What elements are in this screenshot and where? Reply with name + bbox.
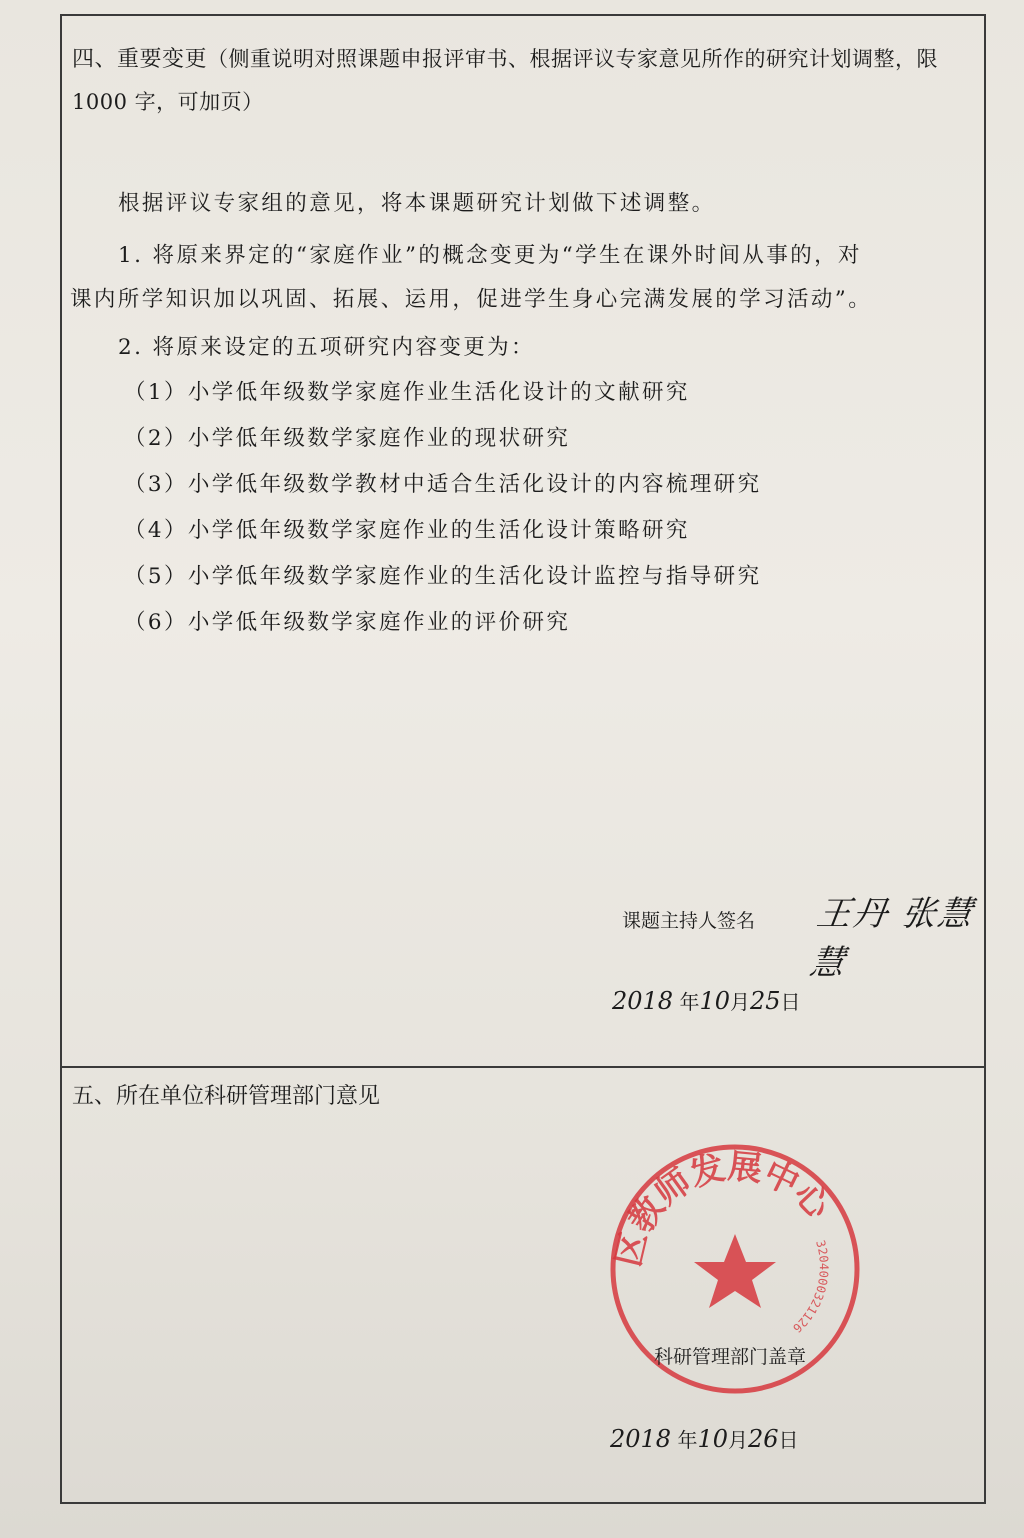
change-item-2: 2. 将原来设定的五项研究内容变更为： (118, 335, 535, 360)
change-item-1-line-1: 1. 将原来界定的“家庭作业”的概念变更为“学生在课外时间从事的，对 (118, 243, 862, 268)
svg-text:3204000321126 (790, 1239, 831, 1336)
date-month: 10 (699, 987, 730, 1015)
date-month-unit: 月 (727, 1428, 748, 1452)
change-item-1 (70, 234, 978, 322)
research-content-list (124, 370, 761, 646)
seal-code: 3204000321126 (790, 1238, 831, 1336)
date-year-unit: 年 (677, 1428, 698, 1452)
list-item: （6）小学低年级数学家庭作业的评价研究 (124, 610, 571, 635)
date-day-unit: 日 (778, 1428, 799, 1452)
seal-text: 区教师发展中心 (608, 1146, 839, 1271)
date-month-unit: 月 (729, 990, 750, 1014)
seal-star-icon (694, 1234, 776, 1308)
list-item: （3）小学低年级数学教材中适合生活化设计的内容梳理研究 (124, 472, 762, 497)
date-year: 2018 (612, 987, 674, 1015)
date-day: 25 (749, 987, 781, 1015)
section-4-heading (72, 38, 977, 124)
date-month: 10 (697, 1425, 728, 1453)
list-item: （2）小学低年级数学家庭作业的现状研究 (124, 426, 571, 451)
list-item: （4）小学低年级数学家庭作业的生活化设计策略研究 (124, 518, 690, 543)
svg-text:区教师发展中心 (608, 1147, 839, 1271)
signature-date (612, 986, 801, 1015)
list-item: （1）小学低年级数学家庭作业生活化设计的文献研究 (124, 380, 690, 405)
date-day: 26 (747, 1425, 779, 1453)
section-4-title: 四、重要变更 (72, 47, 208, 72)
form-table (60, 14, 986, 1504)
host-signature-label: 课题主持人签名 (622, 910, 756, 932)
section-5-heading: 五、所在单位科研管理部门意见 (72, 1084, 381, 1109)
stamp-label: 科研管理部门盖章 (654, 1346, 807, 1368)
date-year-unit: 年 (679, 990, 700, 1014)
date-year: 2018 (610, 1425, 672, 1453)
section-4-subtitle: （侧重说明对照课题申报评审书、根据评议专家意见所作的研究计划调整，限 1000 字，可加页） (72, 47, 939, 114)
host-signature: 王丹 张慧慧 (807, 894, 977, 983)
date-day-unit: 日 (780, 990, 801, 1014)
seal-date (610, 1424, 799, 1453)
change-item-1-line-2: 课内所学知识加以巩固、拓展、运用，促进学生身心完满发展的学习活动”。 (70, 287, 873, 312)
intro-paragraph: 根据评议专家组的意见，将本课题研究计划做下述调整。 (118, 191, 716, 216)
list-item: （5）小学低年级数学家庭作业的生活化设计监控与指导研究 (124, 564, 762, 589)
section-divider (62, 1066, 984, 1068)
